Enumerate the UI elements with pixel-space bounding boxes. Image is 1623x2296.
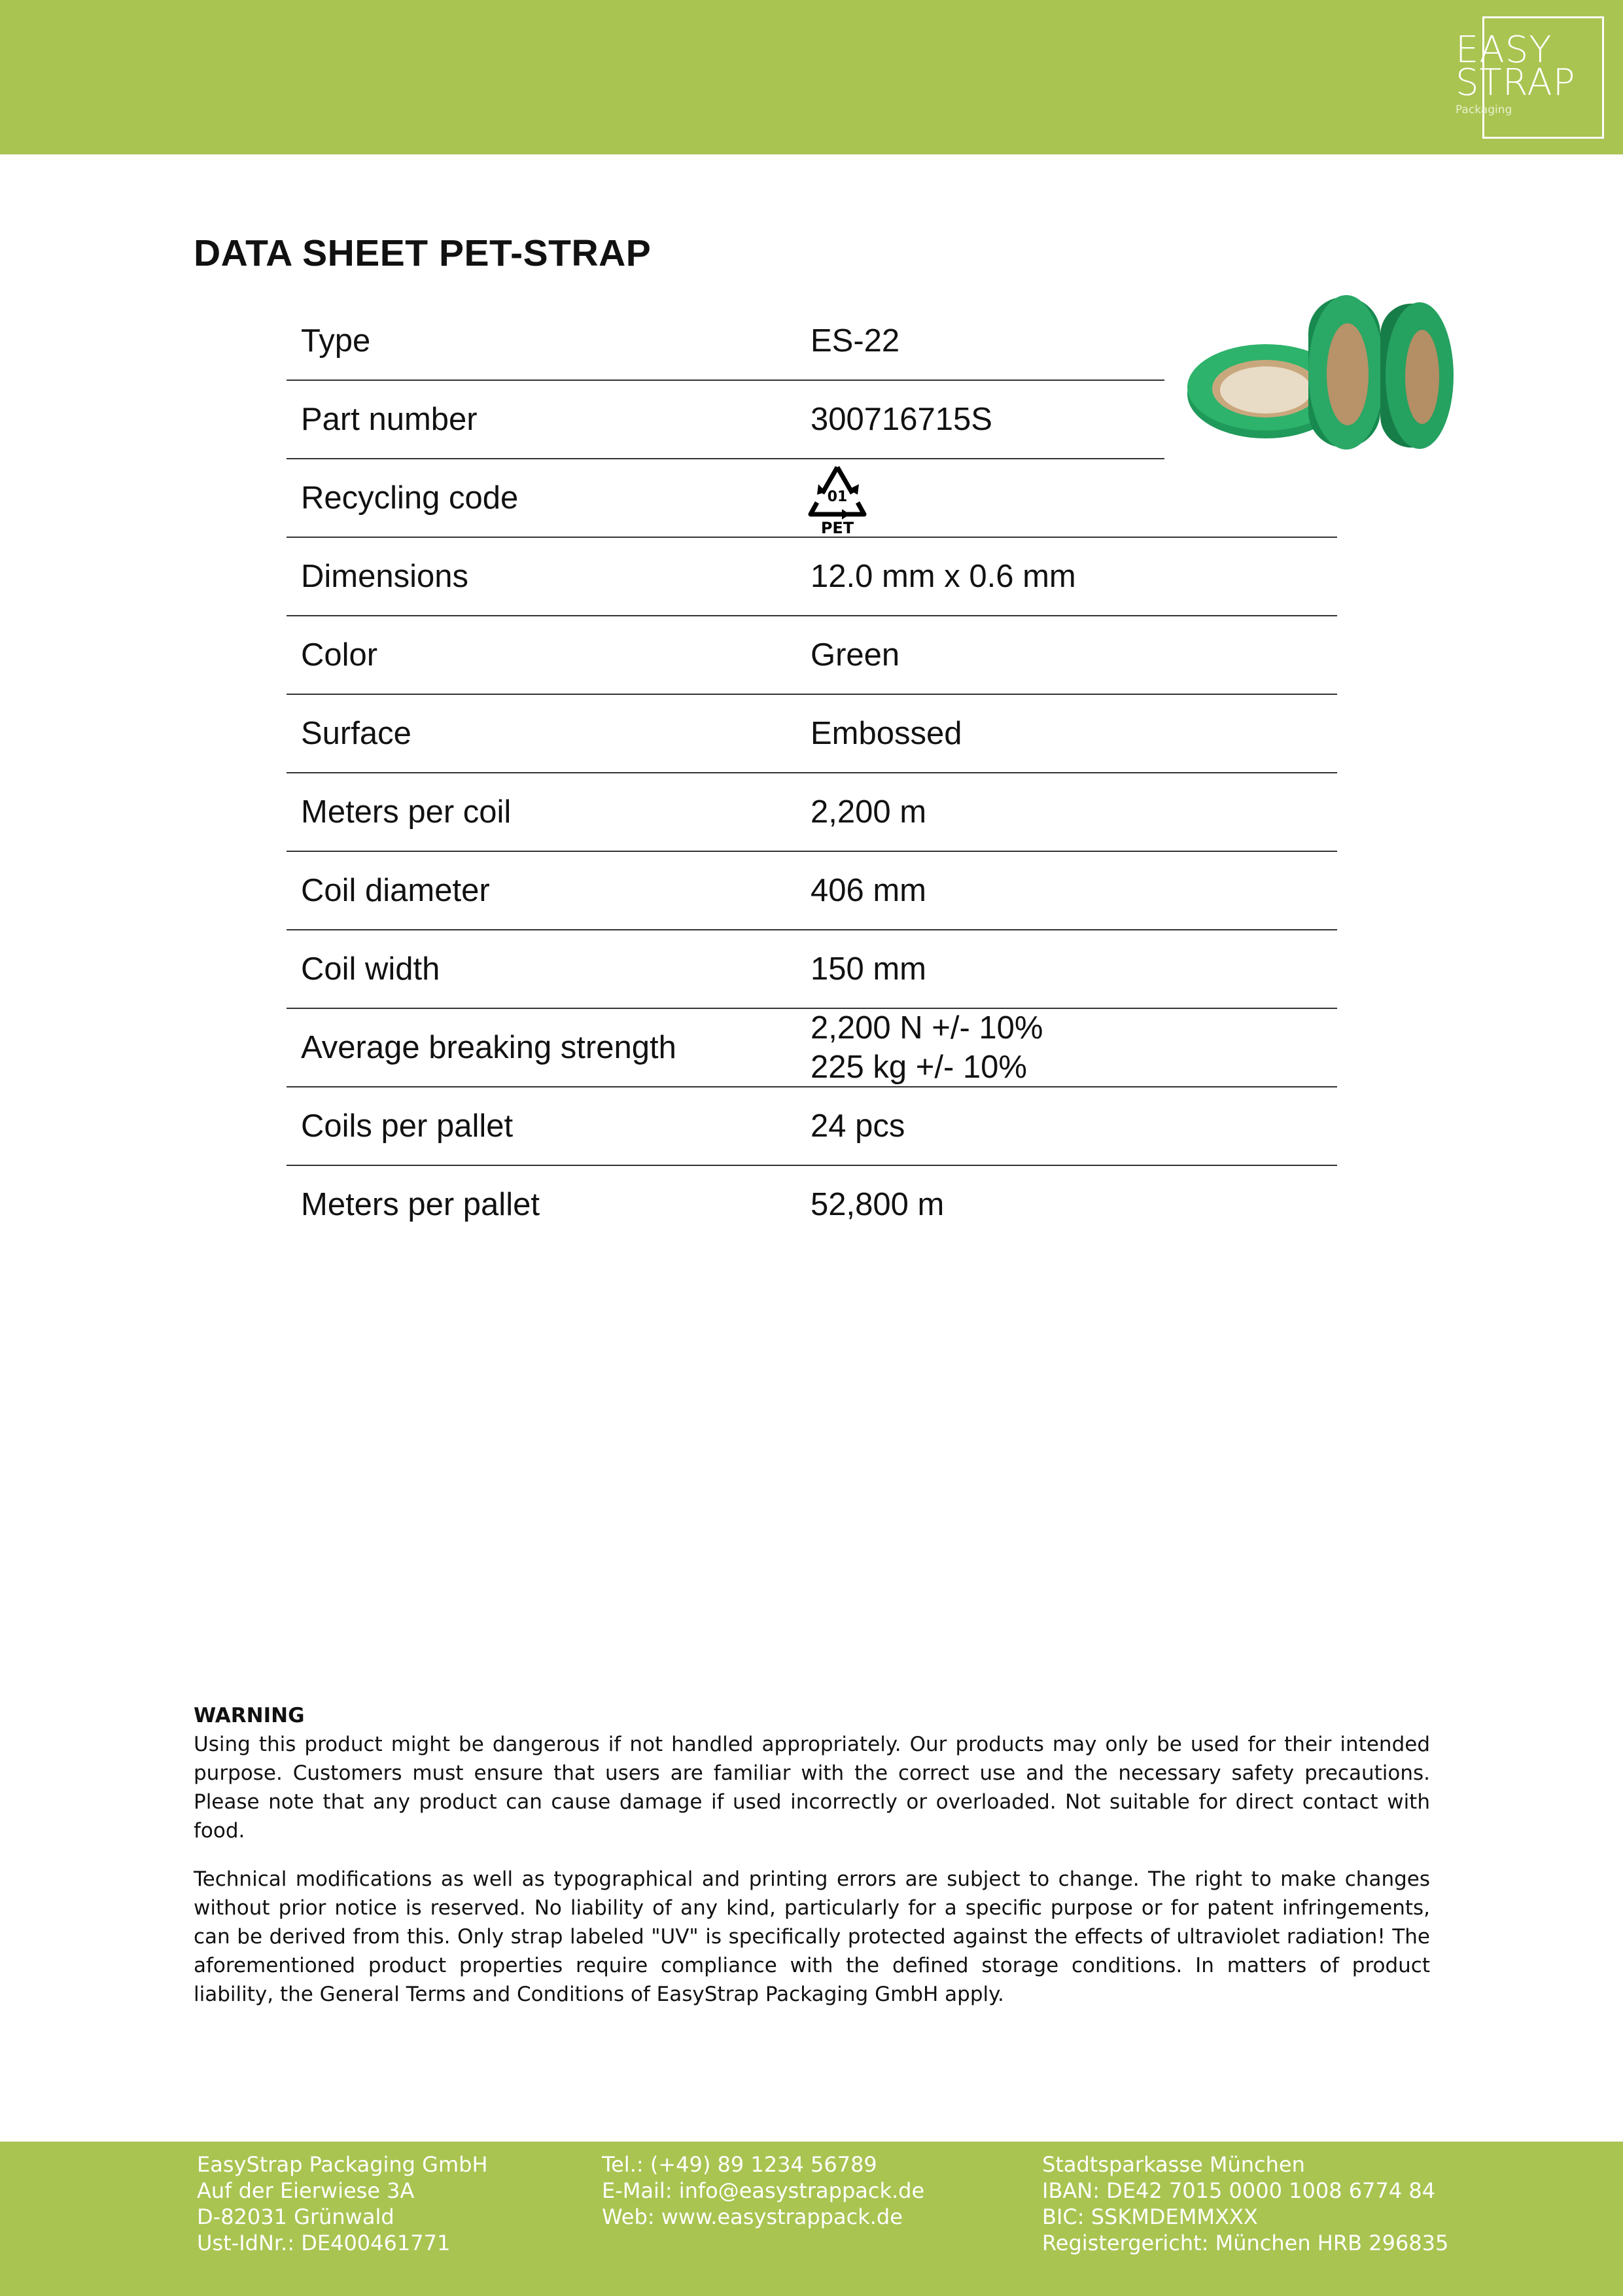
warning-paragraph: Using this product might be dangerous if not handled appropriately. Our products may only be used for their intended purpose. Customers must ensure that users are familiar with the correct use and the necessary safety precautions. Please note that any product can cause damage if used incorrectly or overloaded. Not suitable for direct contact with food. [194,1733,1430,1843]
footer-email: E-Mail: info@easystrappack.de [602,2178,925,2203]
warning-title: WARNING [194,1704,305,1727]
spec-label: Coil width [301,951,440,987]
spec-row-part-number [287,381,1164,459]
spec-value-line: 2,200 N +/- 10% [811,1010,1043,1046]
spec-value [811,1009,1043,1086]
spec-row-surface [287,695,1337,773]
spec-label: Recycling code [301,480,519,516]
recycling-code-text: PET [820,519,854,537]
footer-company-name: EasyStrap Packaging GmbH [197,2152,488,2177]
spec-table [287,302,1337,1245]
spec-label: Meters per pallet [301,1187,540,1222]
spec-label: Part number [301,402,478,437]
spec-label: Meters per coil [301,794,512,830]
spec-value: Embossed [811,716,962,751]
spec-row-type [287,302,1164,381]
footer-contact-info [602,2151,924,2230]
spec-row-meters-per-coil [287,773,1337,852]
spec-label: Coil diameter [301,873,490,908]
footer-iban: IBAN: DE42 7015 0000 1008 6774 84 [1042,2178,1436,2203]
spec-value: Green [811,637,900,673]
spec-value-line: 225 kg +/- 10% [811,1050,1027,1085]
spec-row-color [287,616,1337,695]
spec-value: 150 mm [811,951,927,987]
footer-bank-name: Stadtsparkasse München [1042,2152,1305,2177]
logo-subtitle: Packaging [1456,103,1512,116]
spec-value: ES-22 [811,323,900,359]
spec-value: 2,200 m [811,794,927,830]
recycling-code-number: 01 [827,489,848,505]
spec-row-coil-diameter [287,852,1337,930]
footer-bic: BIC: SSKMDEMMXXX [1042,2204,1258,2229]
footer-vat-id: Ust-IdNr.: DE400461771 [197,2231,451,2255]
spec-value: 24 pcs [811,1108,905,1144]
spec-value: 12.0 mm x 0.6 mm [811,559,1076,594]
disclaimer-paragraph: Technical modifications as well as typographical and printing errors are subject to change. The right to make changes without prior notice is reserved. No liability of any kind, particularly for a specific purpose or for patent infringements, can be derived from this. Only strap labeled "UV" is specifically protected against the effects of ultraviolet radiation! The aforementioned product properties require compliance with the defined storage conditions. In matters of product liability, the General Terms and Conditions of EasyStrap Packaging GmbH apply. [194,1867,1430,2006]
spec-row-coils-per-pallet [287,1087,1337,1166]
spec-row-dimensions [287,538,1337,616]
footer-register: Registergericht: München HRB 296835 [1042,2231,1449,2255]
spec-row-recycling-code [287,459,1337,538]
spec-label: Dimensions [301,559,468,594]
spec-value: 406 mm [811,873,927,908]
spec-label: Surface [301,716,411,751]
footer-web: Web: www.easystrappack.de [602,2204,903,2229]
warning-section [194,1701,1430,2028]
footer-phone: Tel.: (+49) 89 1234 56789 [602,2152,877,2177]
spec-row-meters-per-pallet [287,1166,1337,1245]
footer-company-info [197,2151,488,2256]
company-logo [1456,29,1576,104]
logo-line-strap: STRAP [1456,62,1576,104]
spec-label: Coils per pallet [301,1108,514,1144]
spec-value: 52,800 m [811,1187,945,1222]
logo-line-easy: EASY [1456,29,1552,71]
header-band [0,0,1623,154]
footer-bank-info [1042,2151,1448,2256]
spec-label: Color [301,637,378,673]
spec-row-coil-width [287,930,1337,1009]
spec-value: 300716715S [811,402,992,437]
footer-address-street: Auf der Eierwiese 3A [197,2178,415,2203]
pet-recycling-icon [801,459,873,538]
spec-row-breaking-strength [287,1009,1337,1087]
page-title: DATA SHEET PET-STRAP [194,232,652,274]
spec-label: Type [301,323,371,359]
spec-label: Average breaking strength [301,1030,676,1065]
footer-address-city: D-82031 Grünwald [197,2204,394,2229]
